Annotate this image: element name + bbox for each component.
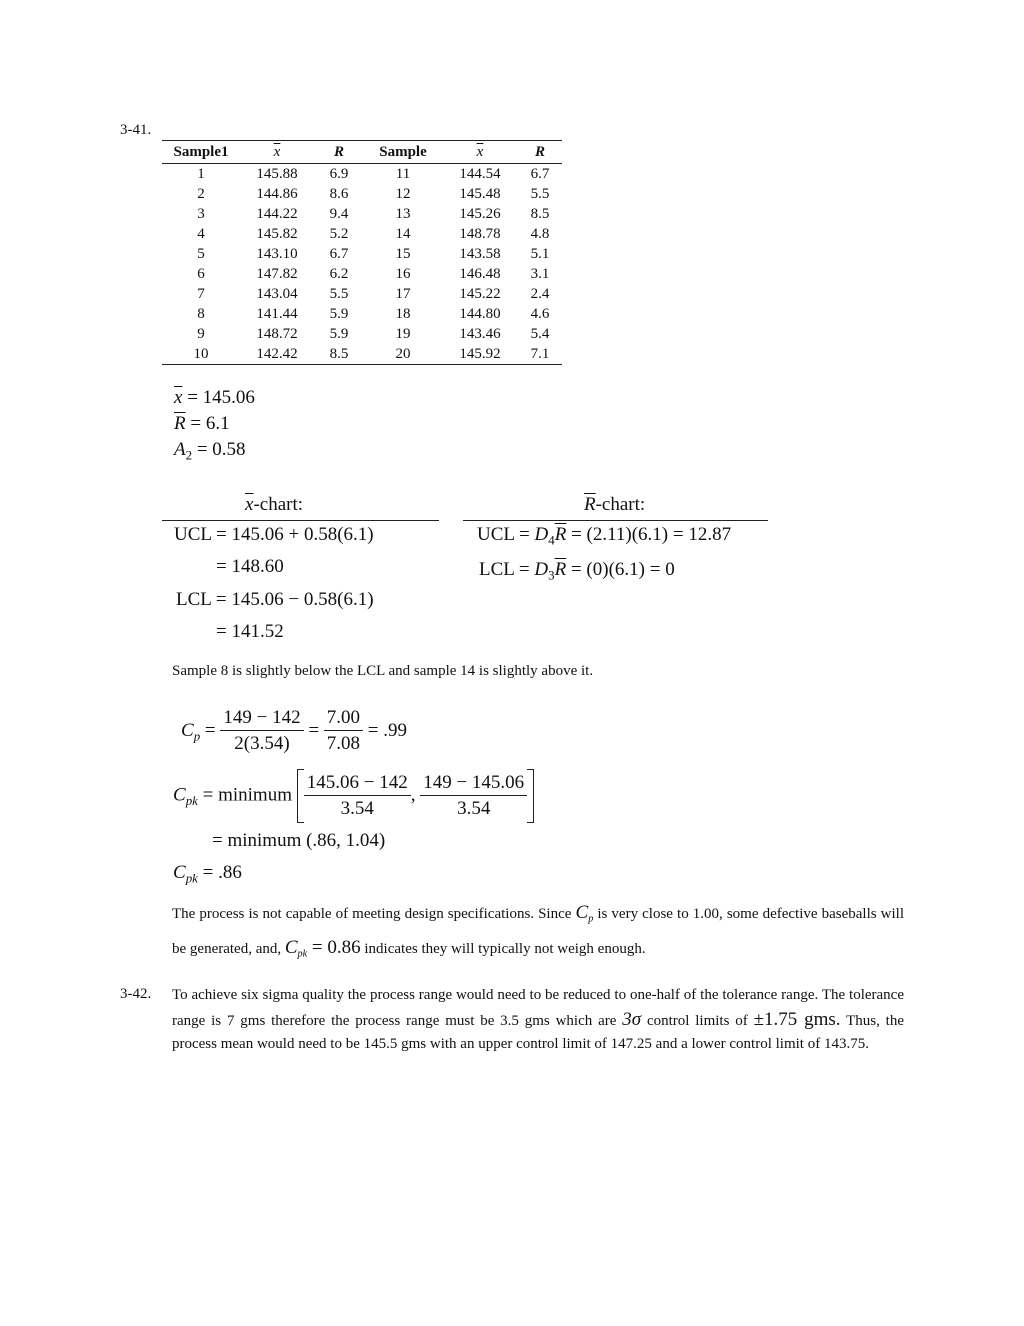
xbar-summary [174, 387, 255, 409]
sample-number: 20 [364, 344, 442, 365]
cpk-f1-numerator: 145.06 − 142 [304, 771, 411, 796]
sample-xbar: 148.72 [256, 326, 298, 342]
xchart-lcl: LCL = 145.06 − 0.58(6.1) [176, 589, 374, 610]
problem-number-3-42: 3-42. [120, 986, 152, 1002]
header-xbar: $\overline{x}$ [442, 141, 518, 164]
table-row [162, 324, 562, 344]
sample-number: 16 [395, 266, 411, 282]
d3-subscript: 3 [548, 567, 555, 583]
conclusion-text-3: indicates they will typically not weigh enough. [360, 941, 646, 957]
rchart-ucl [477, 524, 731, 546]
sample-range: 7.1 [518, 344, 562, 365]
rbar-value: = 6.1 [190, 413, 230, 434]
left-bracket [297, 769, 304, 823]
sample-range: 3.1 [530, 266, 550, 282]
sample-range: 2.4 [530, 286, 550, 302]
cp-f2-denominator: 7.08 [326, 733, 361, 754]
sample-number: 5 [197, 246, 205, 262]
cp-subscript: p [193, 728, 201, 744]
xchart-divider [162, 520, 439, 521]
cpk-f1-denominator: 3.54 [340, 797, 374, 819]
a2-summary [174, 439, 246, 461]
sample-number: 4 [197, 226, 205, 242]
a2-subscript: 2 [185, 447, 193, 463]
cpk-fraction-1 [304, 771, 411, 822]
cpk-symbol: C [173, 784, 186, 806]
rchart-symbol: $\overline{R}$ [584, 494, 596, 515]
cpk-value: = 0.86 [307, 937, 361, 958]
sample-xbar: 143.58 [459, 246, 501, 262]
cp-symbol: C [181, 719, 194, 741]
rchart-lcl-value: = (0)(6.1) = 0 [566, 559, 675, 580]
table-row [162, 264, 562, 284]
cpk-subscript: pk [297, 948, 308, 960]
sample-xbar: 145.92 [442, 344, 518, 365]
equals-sign: = [204, 719, 216, 741]
table-row [162, 224, 562, 244]
xchart-ucl-result: = 148.60 [216, 556, 284, 577]
rchart-ucl-value: = (2.11)(6.1) = 12.87 [566, 524, 732, 545]
sample-xbar: 144.54 [459, 166, 501, 182]
xchart-symbol: $\overline{x}$ [245, 494, 254, 515]
three-sigma: 3σ [622, 1008, 642, 1030]
sample-number: 7 [197, 286, 205, 302]
a2-value: = 0.58 [196, 439, 246, 460]
cpk-symbol: C [284, 937, 298, 958]
sample-xbar: 145.26 [459, 206, 501, 222]
header-sample: Sample1 [162, 141, 240, 164]
sample-xbar: 142.42 [240, 344, 314, 365]
problem-number-3-41: 3-41. [120, 122, 152, 138]
xbar-symbol: $\overline{x}$ [174, 387, 183, 408]
cpk-final [173, 862, 242, 884]
cp-f1-denominator: 2(3.54) [234, 733, 290, 754]
rbar-symbol: $\overline{R}$ [174, 413, 186, 434]
sample-range: 5.9 [329, 306, 349, 322]
xchart-ucl: UCL = 145.06 + 0.58(6.1) [174, 524, 374, 545]
sample-number: 1 [197, 166, 205, 182]
sample-number: 3 [197, 206, 205, 222]
sample-xbar: 145.82 [256, 226, 298, 242]
cp-f1-numerator: 149 − 142 [220, 706, 303, 731]
a2-symbol: A [174, 439, 186, 460]
cpk-f2-numerator: 149 − 145.06 [420, 771, 527, 796]
sample-xbar: 145.22 [459, 286, 501, 302]
cpk-subscript: pk [185, 870, 198, 886]
rbar-summary [174, 413, 230, 435]
cpk-subscript: pk [185, 792, 198, 808]
right-bracket [527, 769, 534, 823]
table-row [162, 284, 562, 304]
sample-range: 9.4 [329, 206, 349, 222]
sample-xbar: 145.48 [459, 186, 501, 202]
table-row [162, 304, 562, 324]
rchart-title-text: -chart: [595, 494, 646, 515]
sample-number: 13 [395, 206, 411, 222]
sample-number: 10 [162, 344, 240, 365]
sample-xbar: 147.82 [256, 266, 298, 282]
sample-range: 5.9 [329, 326, 349, 342]
sample-number: 19 [395, 326, 411, 342]
d3-symbol: D [534, 559, 549, 580]
sample-range: 6.9 [329, 166, 349, 182]
sample-number: 18 [395, 306, 411, 322]
rchart-lcl-label: LCL = [479, 559, 535, 580]
sample-number: 14 [395, 226, 411, 242]
sample-number: 8 [197, 306, 205, 322]
capability-conclusion [172, 896, 904, 966]
header-range: R [314, 141, 364, 164]
sample-xbar: 143.04 [256, 286, 298, 302]
cp-f2-numerator: 7.00 [324, 706, 363, 731]
sample-xbar: 144.86 [256, 186, 298, 202]
table-row [162, 184, 562, 204]
cpk-minimum-line: = minimum (.86, 1.04) [212, 830, 386, 851]
cpk-minimum-label: = minimum [202, 784, 292, 806]
sample-number: 11 [395, 166, 411, 182]
sample-number: 6 [197, 266, 205, 282]
header-sample: Sample [364, 141, 442, 164]
d4-symbol: D [534, 524, 549, 545]
sample-xbar: 141.44 [256, 306, 298, 322]
rchart-divider [463, 520, 768, 521]
xchart-title [245, 494, 303, 516]
sample-xbar: 143.46 [459, 326, 501, 342]
sample-xbar: 144.80 [459, 306, 501, 322]
cpk-final-value: = .86 [202, 862, 242, 883]
sample-range: 5.5 [329, 286, 349, 302]
rchart-title [584, 494, 645, 516]
sample-number: 15 [395, 246, 411, 262]
answer-text-2: control limits of [641, 1012, 754, 1029]
answer-text-3: Thus, the process mean would need to be 145.5 gms with an upper control limit of 147.25 and a lower control limit of 143.75. [172, 1012, 904, 1052]
conclusion-text-2: is very close to 1.00, some defective baseballs will be generated, and, [172, 906, 904, 957]
sample-number: 17 [395, 286, 411, 302]
sample-range: 4.6 [530, 306, 550, 322]
sample-range: 8.5 [530, 206, 550, 222]
sample-number: 2 [197, 186, 205, 202]
table-header-row [162, 141, 562, 164]
rbar-symbol: $\overline{R}$ [554, 559, 567, 580]
sample-range: 8.5 [314, 344, 364, 365]
table-row [162, 164, 562, 185]
xchart-title-text: -chart: [253, 494, 304, 515]
cp-result: = .99 [367, 719, 408, 741]
cp-symbol: C [575, 902, 589, 923]
xbar-value: = 145.06 [187, 387, 255, 408]
six-sigma-answer [172, 984, 904, 1057]
table-row [162, 344, 562, 365]
sample-range: 5.5 [530, 186, 550, 202]
cpk-symbol: C [173, 862, 186, 883]
sample-number: 12 [395, 186, 411, 202]
sample-number: 9 [197, 326, 205, 342]
table-row [162, 244, 562, 264]
sample-range: 8.6 [329, 186, 349, 202]
cp-equation [181, 706, 407, 757]
limit-note: Sample 8 is slightly below the LCL and sample 14 is slightly above it. [172, 663, 594, 679]
cpk-equation: $C_{pk}$ = minimum $\frac{145.06 - 142}{3.54}$ , $\frac{149 - 145.06}{3.54}$ [173, 769, 534, 823]
sample-range: 6.7 [329, 246, 349, 262]
sample-range: 5.1 [530, 246, 550, 262]
rchart-ucl-label: UCL = [477, 524, 535, 545]
answer-text-1: To achieve six sigma quality the process range would need to be reduced to one-half of the tolerance range. The tolerance range is 7 gms therefore the process range must be 3.5 gms which are [172, 987, 904, 1029]
sample-range: 5.2 [329, 226, 349, 242]
sample-range: 6.7 [530, 166, 550, 182]
plus-minus-limit: ±1.75 gms. [753, 1008, 841, 1030]
sample-xbar: 146.48 [459, 266, 501, 282]
header-xbar: $\overline{x}$ [240, 141, 314, 164]
sample-xbar: 144.22 [256, 206, 298, 222]
sample-data-table [162, 140, 562, 365]
cp-fraction-1 [220, 706, 303, 757]
rchart-lcl [479, 559, 675, 581]
sample-xbar: 145.88 [256, 166, 298, 182]
cpk-f2-denominator: 3.54 [457, 797, 491, 819]
cp-subscript: p [588, 913, 594, 925]
cpk-fraction-2 [420, 771, 527, 822]
xchart-lcl-result: = 141.52 [216, 621, 284, 642]
sample-range: 6.2 [329, 266, 349, 282]
cp-fraction-2 [324, 706, 363, 757]
conclusion-text-1: The process is not capable of meeting design specifications. Since [172, 906, 576, 922]
sample-range: 5.4 [530, 326, 550, 342]
rbar-symbol: $\overline{R}$ [554, 524, 567, 545]
header-range: R [518, 141, 562, 164]
sample-range: 4.8 [530, 226, 550, 242]
sample-xbar: 143.10 [256, 246, 298, 262]
sample-xbar: 148.78 [459, 226, 501, 242]
table-row [162, 204, 562, 224]
equals-sign: = [308, 719, 320, 741]
d4-subscript: 4 [548, 532, 555, 548]
